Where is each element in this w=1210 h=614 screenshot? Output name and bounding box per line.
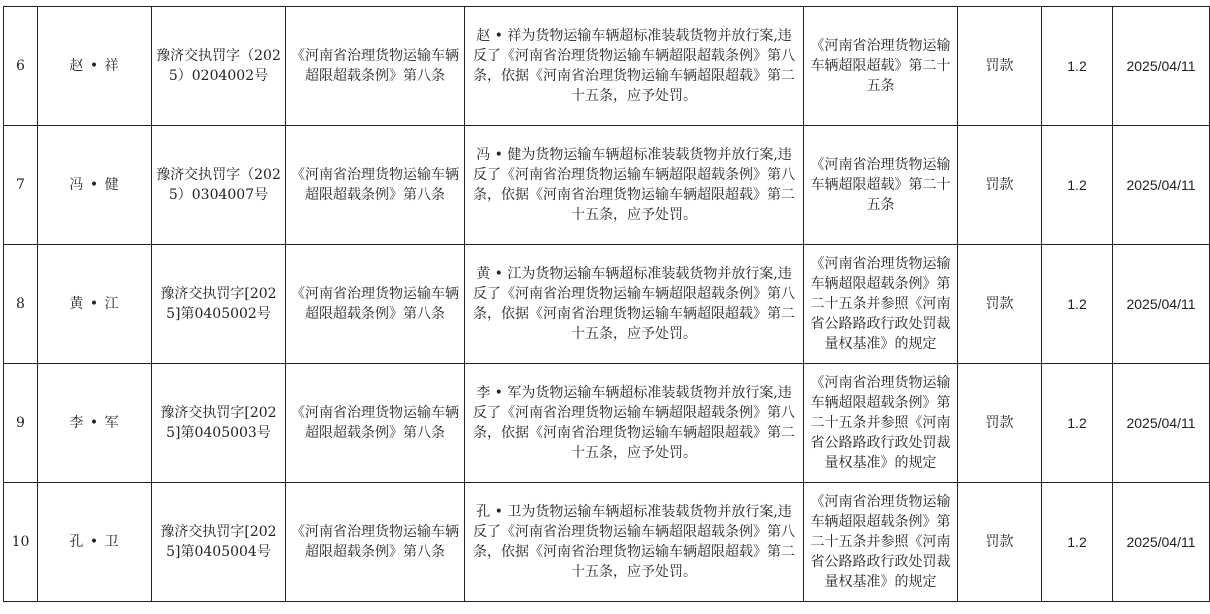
penalty-basis: 《河南省治理货物运输车辆超限超载条例》第二十五条并参照《河南省公路路政行政处罚裁量权基准》的规定 [804,364,958,483]
violation-facts [465,364,804,483]
violation-facts-text: 黄 • 江为货物运输车辆超标准装载货物并放行案,违反了《河南省治理货物运输车辆超限超载条例》第八条，依据《河南省治理货物运输车辆超限超载》第二十五条，应予处罚。 [473,266,795,342]
violation-facts-text: 李 • 军为货物运输车辆超标准装载货物并放行案,违反了《河南省治理货物运输车辆超限超载条例》第八条，依据《河南省治理货物运输车辆超限超载》第二十五条，应予处罚。 [473,385,795,461]
party-name: 赵 • 祥 [38,7,152,126]
violation-basis: 《河南省治理货物运输车辆超限超载条例》第八条 [286,126,465,245]
decision-doc-number: 豫济交执罚字[2025]第0405004号 [152,483,286,602]
penalty-type: 罚款 [958,126,1042,245]
party-name: 黄 • 江 [38,245,152,364]
penalty-amount: 1.2 [1042,483,1113,602]
decision-doc-number: 豫济交执罚字（2025）0204002号 [152,7,286,126]
penalty-amount: 1.2 [1042,364,1113,483]
decision-date: 2025/04/11 [1113,7,1210,126]
violation-facts [465,245,804,364]
violation-basis: 《河南省治理货物运输车辆超限超载条例》第八条 [286,364,465,483]
violation-facts [465,483,804,602]
decision-date: 2025/04/11 [1113,483,1210,602]
violation-facts-text: 孔 • 卫为货物运输车辆超标准装载货物并放行案,违反了《河南省治理货物运输车辆超限超载条例》第八条，依据《河南省治理货物运输车辆超限超载》第二十五条，应予处罚。 [473,504,795,580]
violation-basis: 《河南省治理货物运输车辆超限超载条例》第八条 [286,483,465,602]
violation-facts [465,7,804,126]
party-name: 冯 • 健 [38,126,152,245]
violation-basis: 《河南省治理货物运输车辆超限超载条例》第八条 [286,245,465,364]
penalty-type: 罚款 [958,7,1042,126]
table-row [4,7,1210,126]
table-row [4,245,1210,364]
violation-facts-text: 赵 • 祥为货物运输车辆超标准装载货物并放行案,违反了《河南省治理货物运输车辆超限超载条例》第八条，依据《河南省治理货物运输车辆超限超载》第二十五条，应予处罚。 [473,28,795,104]
penalty-table [3,6,1210,602]
table-row [4,483,1210,602]
penalty-type: 罚款 [958,245,1042,364]
row-number: 7 [4,126,38,245]
penalty-type: 罚款 [958,364,1042,483]
violation-basis: 《河南省治理货物运输车辆超限超载条例》第八条 [286,7,465,126]
penalty-amount: 1.2 [1042,7,1113,126]
row-number: 8 [4,245,38,364]
penalty-basis: 《河南省治理货物运输车辆超限超载》第二十五条 [804,7,958,126]
penalty-basis: 《河南省治理货物运输车辆超限超载》第二十五条 [804,126,958,245]
penalty-basis: 《河南省治理货物运输车辆超限超载条例》第二十五条并参照《河南省公路路政行政处罚裁量权基准》的规定 [804,483,958,602]
row-number: 6 [4,7,38,126]
table-row [4,126,1210,245]
row-number: 10 [4,483,38,602]
penalty-type: 罚款 [958,483,1042,602]
decision-doc-number: 豫济交执罚字（2025）0304007号 [152,126,286,245]
decision-date: 2025/04/11 [1113,126,1210,245]
violation-facts-text: 冯 • 健为货物运输车辆超标准装载货物并放行案,违反了《河南省治理货物运输车辆超限超载条例》第八条，依据《河南省治理货物运输车辆超限超载》第二十五条，应予处罚。 [473,147,795,223]
decision-date: 2025/04/11 [1113,245,1210,364]
decision-doc-number: 豫济交执罚字[2025]第0405002号 [152,245,286,364]
penalty-amount: 1.2 [1042,126,1113,245]
table-row [4,364,1210,483]
violation-facts [465,126,804,245]
party-name: 李 • 军 [38,364,152,483]
decision-date: 2025/04/11 [1113,364,1210,483]
decision-doc-number: 豫济交执罚字[2025]第0405003号 [152,364,286,483]
penalty-amount: 1.2 [1042,245,1113,364]
penalty-basis: 《河南省治理货物运输车辆超限超载条例》第二十五条并参照《河南省公路路政行政处罚裁量权基准》的规定 [804,245,958,364]
row-number: 9 [4,364,38,483]
party-name: 孔 • 卫 [38,483,152,602]
